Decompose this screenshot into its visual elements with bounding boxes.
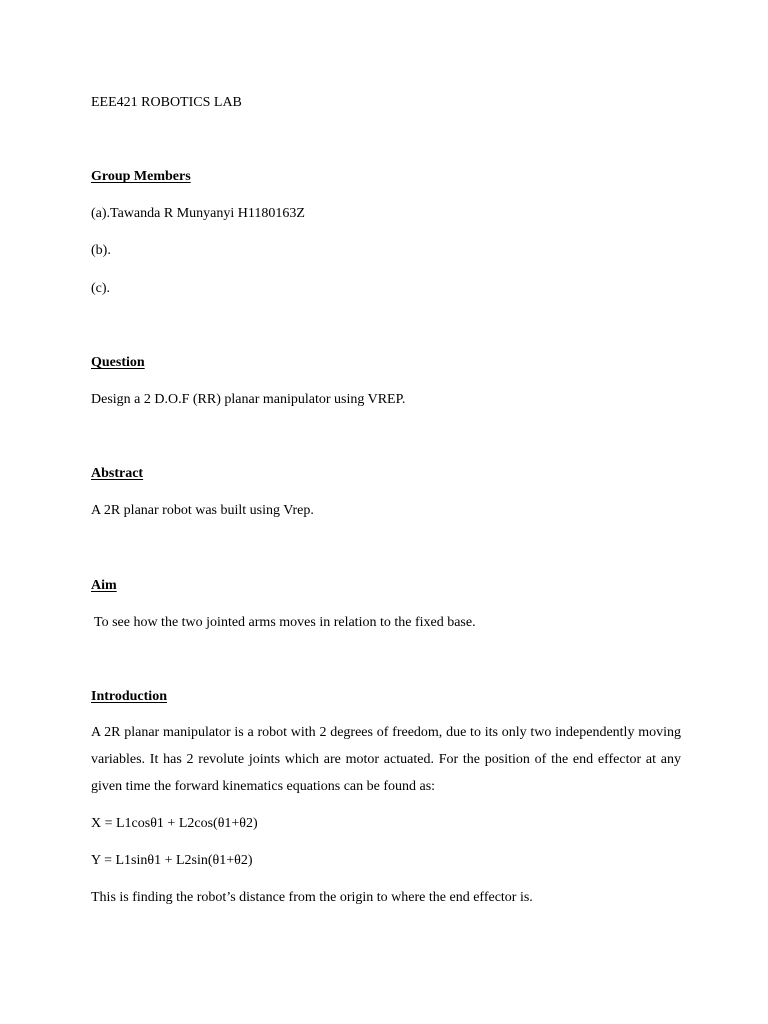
aim-heading: Aim (91, 578, 117, 593)
abstract-text: A 2R planar robot was built using Vrep. (91, 503, 314, 518)
introduction-closing: This is finding the robot’s distance from the origin to where the end effector is. (91, 890, 533, 905)
equation-y: Y = L1sinθ1 + L2sin(θ1+θ2) (91, 853, 253, 868)
introduction-paragraph: A 2R planar manipulator is a robot with 2 degrees of freedom, due to its only two independently moving variables. It has 2 revolute joints which are motor actuated. For the position of the end effector at any given time the forward kinematics equations can be found as: (91, 725, 681, 794)
group-member-b: (b). (91, 243, 111, 258)
question-text: Design a 2 D.O.F (RR) planar manipulator using VREP. (91, 392, 406, 407)
introduction-heading: Introduction (91, 689, 167, 704)
course-title: EEE421 ROBOTICS LAB (91, 95, 242, 110)
group-member-c: (c). (91, 281, 111, 296)
abstract-heading: Abstract (91, 466, 144, 481)
question-heading: Question (91, 355, 145, 370)
group-member-a: (a).Tawanda R Munyanyi H1180163Z (91, 206, 305, 221)
aim-text: To see how the two jointed arms moves in relation to the fixed base. (94, 615, 476, 630)
group-members-heading: Group Members (91, 169, 191, 184)
equation-x: X = L1cosθ1 + L2cos(θ1+θ2) (91, 816, 258, 831)
